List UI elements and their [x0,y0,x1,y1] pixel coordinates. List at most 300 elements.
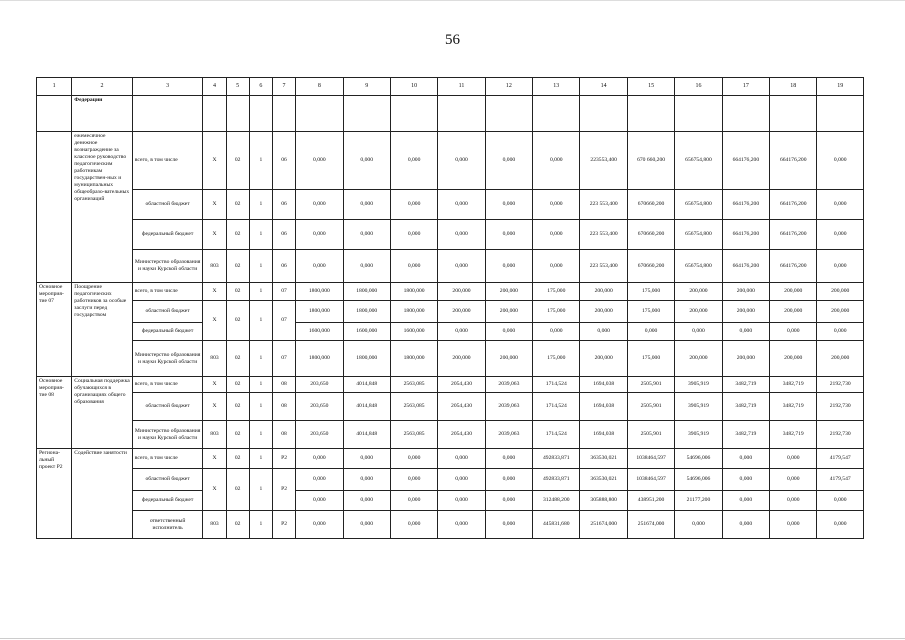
amount-cell: 2054,430 [438,421,485,449]
amount-cell: 1600,000 [343,323,390,341]
amount-cell: 0,000 [675,323,722,341]
amount-cell: 0,000 [485,132,532,190]
code-cell: 07 [272,301,295,341]
amount-cell: 1600,000 [390,323,437,341]
federation-row [37,96,864,132]
amount-cell: 200,000 [817,301,864,323]
amount-cell: 21177,200 [675,491,722,511]
table-row [37,132,864,190]
federation-label: Федерации [72,96,133,132]
amount-cell: 1800,000 [343,283,390,301]
amount-cell: 1800,000 [390,301,437,323]
amount-cell: 2039,063 [485,421,532,449]
amount-cell: 3905,919 [675,421,722,449]
empty-cell [249,96,272,132]
amount-cell: 0,000 [438,132,485,190]
code-cell: 803 [203,341,226,377]
amount-cell: 200,000 [770,301,817,323]
header-cell: 19 [817,78,864,96]
empty-cell [343,96,390,132]
amount-cell: 0,000 [343,132,390,190]
table-row [37,323,864,341]
amount-cell: 670660,200 [627,190,674,220]
amount-cell: 203,650 [296,393,343,421]
amount-cell: 0,000 [817,190,864,220]
table-row [37,301,864,323]
code-cell: 1 [249,511,272,539]
amount-cell: 200,000 [770,341,817,377]
code-cell: 1 [249,190,272,220]
amount-cell: 0,000 [390,132,437,190]
amount-cell: 670660,200 [627,220,674,250]
table-row [37,421,864,449]
amount-cell: 0,000 [533,323,580,341]
amount-cell: 0,000 [770,323,817,341]
amount-cell: 200,000 [722,341,769,377]
empty-cell [132,96,203,132]
amount-cell: 2505,901 [627,377,674,393]
amount-cell: 0,000 [343,449,390,469]
event-code-cell: Региона-льный проект Р2 [37,449,72,539]
code-cell: 02 [226,301,249,341]
code-cell: 02 [226,220,249,250]
amount-cell: 1038464,597 [627,449,674,469]
table-row [37,220,864,250]
amount-cell: 0,000 [770,469,817,491]
amount-cell: 4014,848 [343,377,390,393]
amount-cell: 0,000 [296,190,343,220]
amount-cell: 1800,000 [390,341,437,377]
amount-cell: 0,000 [390,220,437,250]
amount-cell: 0,000 [817,250,864,283]
empty-cell [390,96,437,132]
code-cell: Х [203,220,226,250]
amount-cell: 0,000 [390,250,437,283]
budget-table [36,77,864,539]
amount-cell: 0,000 [533,132,580,190]
header-cell: 11 [438,78,485,96]
header-row [37,78,864,96]
scan-edge-bottom [0,638,905,639]
code-cell: Х [203,377,226,393]
code-cell: 803 [203,511,226,539]
amount-cell: 0,000 [485,469,532,491]
amount-cell: 656754,800 [675,190,722,220]
amount-cell: 2505,901 [627,421,674,449]
table-row [37,511,864,539]
amount-cell: 0,000 [485,449,532,469]
code-cell: 1 [249,301,272,341]
amount-cell: 656754,800 [675,132,722,190]
amount-cell: 670 660,200 [627,132,674,190]
code-cell: Х [203,449,226,469]
amount-cell: 200,000 [675,301,722,323]
page-number: 56 [445,32,460,48]
amount-cell: 0,000 [533,220,580,250]
code-cell: 08 [272,377,295,393]
funding-source-cell: Министерство образования и науки Курской области [132,421,203,449]
code-cell: 02 [226,250,249,283]
amount-cell: 0,000 [817,220,864,250]
amount-cell: 200,000 [485,301,532,323]
amount-cell: 0,000 [343,250,390,283]
code-cell: 02 [226,132,249,190]
code-cell: 02 [226,377,249,393]
amount-cell: 0,000 [770,511,817,539]
amount-cell: 492833,871 [533,449,580,469]
code-cell: 02 [226,421,249,449]
amount-cell: 4179,547 [817,469,864,491]
funding-source-cell: Министерство образования и науки Курской области [132,250,203,283]
amount-cell: 223 553,400 [580,250,627,283]
amount-cell: 0,000 [722,491,769,511]
amount-cell: 223553,400 [580,132,627,190]
code-cell: 02 [226,511,249,539]
code-cell: Х [203,393,226,421]
amount-cell: 1694,038 [580,377,627,393]
amount-cell: 3482,719 [722,377,769,393]
amount-cell: 0,000 [722,511,769,539]
amount-cell: 0,000 [817,491,864,511]
amount-cell: 200,000 [675,283,722,301]
amount-cell: 200,000 [485,283,532,301]
amount-cell: 223 553,400 [580,220,627,250]
header-cell: 12 [485,78,532,96]
code-cell: 1 [249,250,272,283]
amount-cell: 200,000 [770,283,817,301]
amount-cell: 0,000 [722,469,769,491]
header-cell: 6 [249,78,272,96]
code-cell: 02 [226,341,249,377]
amount-cell: 664176,200 [722,220,769,250]
amount-cell: 305888,800 [580,491,627,511]
amount-cell: 3482,719 [770,421,817,449]
amount-cell: 664176,200 [722,190,769,220]
event-code-cell: Основное мероприя-тие 07 [37,283,72,377]
empty-cell [770,96,817,132]
code-cell: Р2 [272,469,295,511]
amount-cell: 0,000 [438,491,485,511]
amount-cell: 0,000 [770,491,817,511]
amount-cell: 200,000 [675,341,722,377]
table-row [37,469,864,491]
amount-cell: 0,000 [296,511,343,539]
amount-cell: 0,000 [817,132,864,190]
amount-cell: 200,000 [438,283,485,301]
amount-cell: 2192,730 [817,377,864,393]
header-cell: 4 [203,78,226,96]
amount-cell: 0,000 [485,511,532,539]
code-cell: 06 [272,190,295,220]
amount-cell: 0,000 [485,250,532,283]
funding-source-cell: федеральный бюджет [132,220,203,250]
amount-cell: 0,000 [485,220,532,250]
amount-cell: 2505,901 [627,393,674,421]
amount-cell: 0,000 [438,190,485,220]
amount-cell: 2563,085 [390,421,437,449]
amount-cell: 1714,524 [533,377,580,393]
empty-cell [485,96,532,132]
amount-cell: 0,000 [390,469,437,491]
amount-cell: 363530,021 [580,449,627,469]
amount-cell: 0,000 [296,220,343,250]
amount-cell: 3482,719 [770,377,817,393]
amount-cell: 175,000 [533,283,580,301]
code-cell: 1 [249,377,272,393]
amount-cell: 175,000 [533,301,580,323]
amount-cell: 3482,719 [722,393,769,421]
code-cell: 1 [249,341,272,377]
amount-cell: 664176,200 [722,132,769,190]
empty-cell [722,96,769,132]
amount-cell: 200,000 [580,301,627,323]
amount-cell: 3482,719 [770,393,817,421]
scan-edge-top [0,0,905,1]
amount-cell: 664176,200 [770,220,817,250]
amount-cell: 1800,000 [390,283,437,301]
amount-cell: 0,000 [343,220,390,250]
header-cell: 7 [272,78,295,96]
amount-cell: 175,000 [627,283,674,301]
amount-cell: 0,000 [438,511,485,539]
code-cell: 06 [272,250,295,283]
amount-cell: 3482,719 [722,421,769,449]
header-cell: 18 [770,78,817,96]
amount-cell: 2192,730 [817,393,864,421]
amount-cell: 664176,200 [770,132,817,190]
amount-cell: 656754,800 [675,220,722,250]
event-name-cell: Содействие занятости [72,449,133,539]
funding-source-cell: всего, в том числе [132,283,203,301]
amount-cell: 0,000 [580,323,627,341]
amount-cell: 200,000 [580,341,627,377]
event-name-cell: Поощрение педагогических работников за особые заслуги перед государством [72,283,133,377]
amount-cell: 2563,085 [390,377,437,393]
header-cell: 13 [533,78,580,96]
amount-cell: 445831,680 [533,511,580,539]
header-cell: 17 [722,78,769,96]
code-cell: 02 [226,449,249,469]
code-cell: 1 [249,421,272,449]
amount-cell: 200,000 [722,301,769,323]
empty-cell [203,96,226,132]
empty-cell [817,96,864,132]
amount-cell: 0,000 [485,491,532,511]
amount-cell: 0,000 [438,469,485,491]
amount-cell: 0,000 [627,323,674,341]
funding-source-cell: ответственный исполнитель [132,511,203,539]
table-row [37,393,864,421]
code-cell: 1 [249,283,272,301]
amount-cell: 656754,800 [675,250,722,283]
table-row [37,283,864,301]
amount-cell: 3905,919 [675,393,722,421]
code-cell: 1 [249,393,272,421]
amount-cell: 200,000 [817,341,864,377]
code-cell: 803 [203,250,226,283]
funding-source-cell: федеральный бюджет [132,323,203,341]
amount-cell: 0,000 [296,132,343,190]
empty-cell [580,96,627,132]
code-cell: 06 [272,132,295,190]
code-cell: Х [203,283,226,301]
amount-cell: 1694,038 [580,393,627,421]
amount-cell: 1800,000 [343,301,390,323]
amount-cell: 2039,063 [485,393,532,421]
header-cell: 10 [390,78,437,96]
amount-cell: 0,000 [390,511,437,539]
amount-cell: 0,000 [722,323,769,341]
code-cell: 1 [249,132,272,190]
amount-cell: 200,000 [438,341,485,377]
code-cell: Х [203,190,226,220]
amount-cell: 1714,524 [533,393,580,421]
funding-source-cell: областной бюджет [132,469,203,491]
amount-cell: 0,000 [485,190,532,220]
amount-cell: 0,000 [296,449,343,469]
amount-cell: 0,000 [438,220,485,250]
code-cell: Х [203,132,226,190]
amount-cell: 175,000 [627,341,674,377]
amount-cell: 0,000 [296,250,343,283]
code-cell: Р2 [272,449,295,469]
amount-cell: 0,000 [296,491,343,511]
amount-cell: 670660,200 [627,250,674,283]
funding-source-cell: федеральный бюджет [132,491,203,511]
amount-cell: 0,000 [533,250,580,283]
code-cell: 02 [226,283,249,301]
amount-cell: 0,000 [485,323,532,341]
amount-cell: 0,000 [390,491,437,511]
header-cell: 5 [226,78,249,96]
event-code-cell [37,132,72,283]
empty-cell [675,96,722,132]
amount-cell: 4014,848 [343,421,390,449]
code-cell: 02 [226,393,249,421]
code-cell: 08 [272,421,295,449]
amount-cell: 4179,547 [817,449,864,469]
amount-cell: 0,000 [343,190,390,220]
amount-cell: 664176,200 [770,190,817,220]
amount-cell: 0,000 [533,190,580,220]
amount-cell: 251674,000 [580,511,627,539]
budget-table-container [36,77,864,539]
amount-cell: 0,000 [817,511,864,539]
code-cell: 06 [272,220,295,250]
funding-source-cell: всего, в том числе [132,449,203,469]
header-cell: 15 [627,78,674,96]
table-row [37,250,864,283]
amount-cell: 1694,038 [580,421,627,449]
header-cell: 2 [72,78,133,96]
amount-cell: 0,000 [722,449,769,469]
amount-cell: 1800,000 [296,283,343,301]
amount-cell: 0,000 [817,323,864,341]
empty-cell [627,96,674,132]
amount-cell: 664176,200 [722,250,769,283]
code-cell: Х [203,469,226,511]
amount-cell: 203,650 [296,377,343,393]
amount-cell: 312488,200 [533,491,580,511]
event-code-cell: Основное мероприя-тие 08 [37,377,72,449]
code-cell: 1 [249,220,272,250]
event-name-cell: ежемесячное денежное вознаграждение за классное руководство педагогическим работникам государствен-ных и муниципальных общеобразо-вательных организаций [72,132,133,283]
amount-cell: 1038464,597 [627,469,674,491]
header-cell: 9 [343,78,390,96]
header-cell: 14 [580,78,627,96]
table-row [37,341,864,377]
code-cell: 02 [226,190,249,220]
amount-cell: 200,000 [485,341,532,377]
empty-cell [438,96,485,132]
header-cell: 1 [37,78,72,96]
empty-cell [226,96,249,132]
amount-cell: 175,000 [533,341,580,377]
amount-cell: 0,000 [390,190,437,220]
amount-cell: 0,000 [438,449,485,469]
code-cell: 1 [249,469,272,511]
amount-cell: 664176,200 [770,250,817,283]
amount-cell: 2563,085 [390,393,437,421]
amount-cell: 1800,000 [296,341,343,377]
header-cell: 3 [132,78,203,96]
amount-cell: 2054,430 [438,377,485,393]
table-row [37,190,864,220]
funding-source-cell: всего, в том числе [132,377,203,393]
table-row [37,377,864,393]
funding-source-cell: всего, в том числе [132,132,203,190]
code-cell: 1 [249,449,272,469]
amount-cell: 2192,730 [817,421,864,449]
amount-cell: 54696,006 [675,469,722,491]
amount-cell: 492833,871 [533,469,580,491]
amount-cell: 0,000 [343,511,390,539]
amount-cell: 438951,200 [627,491,674,511]
amount-cell: 200,000 [817,283,864,301]
funding-source-cell: областной бюджет [132,393,203,421]
amount-cell: 2039,063 [485,377,532,393]
event-name-cell: Социальная поддержка обучающихся в организациях общего образования [72,377,133,449]
amount-cell: 0,000 [343,491,390,511]
amount-cell: 251674,000 [627,511,674,539]
amount-cell: 203,650 [296,421,343,449]
amount-cell: 54696,006 [675,449,722,469]
amount-cell: 223 553,400 [580,190,627,220]
code-cell: 02 [226,469,249,511]
code-cell: 07 [272,341,295,377]
amount-cell: 0,000 [343,469,390,491]
amount-cell: 0,000 [438,323,485,341]
code-cell: 803 [203,421,226,449]
empty-cell [533,96,580,132]
amount-cell: 1600,000 [296,323,343,341]
code-cell: Х [203,301,226,341]
code-cell: Р2 [272,511,295,539]
code-cell: 07 [272,283,295,301]
header-cell: 8 [296,78,343,96]
amount-cell: 200,000 [722,283,769,301]
funding-source-cell: Министерство образования и науки Курской области [132,341,203,377]
amount-cell: 0,000 [675,511,722,539]
amount-cell: 0,000 [438,250,485,283]
amount-cell: 200,000 [438,301,485,323]
amount-cell: 1800,000 [343,341,390,377]
empty-cell [37,96,72,132]
amount-cell: 2054,430 [438,393,485,421]
funding-source-cell: областной бюджет [132,190,203,220]
amount-cell: 200,000 [580,283,627,301]
funding-source-cell: областной бюджет [132,301,203,323]
